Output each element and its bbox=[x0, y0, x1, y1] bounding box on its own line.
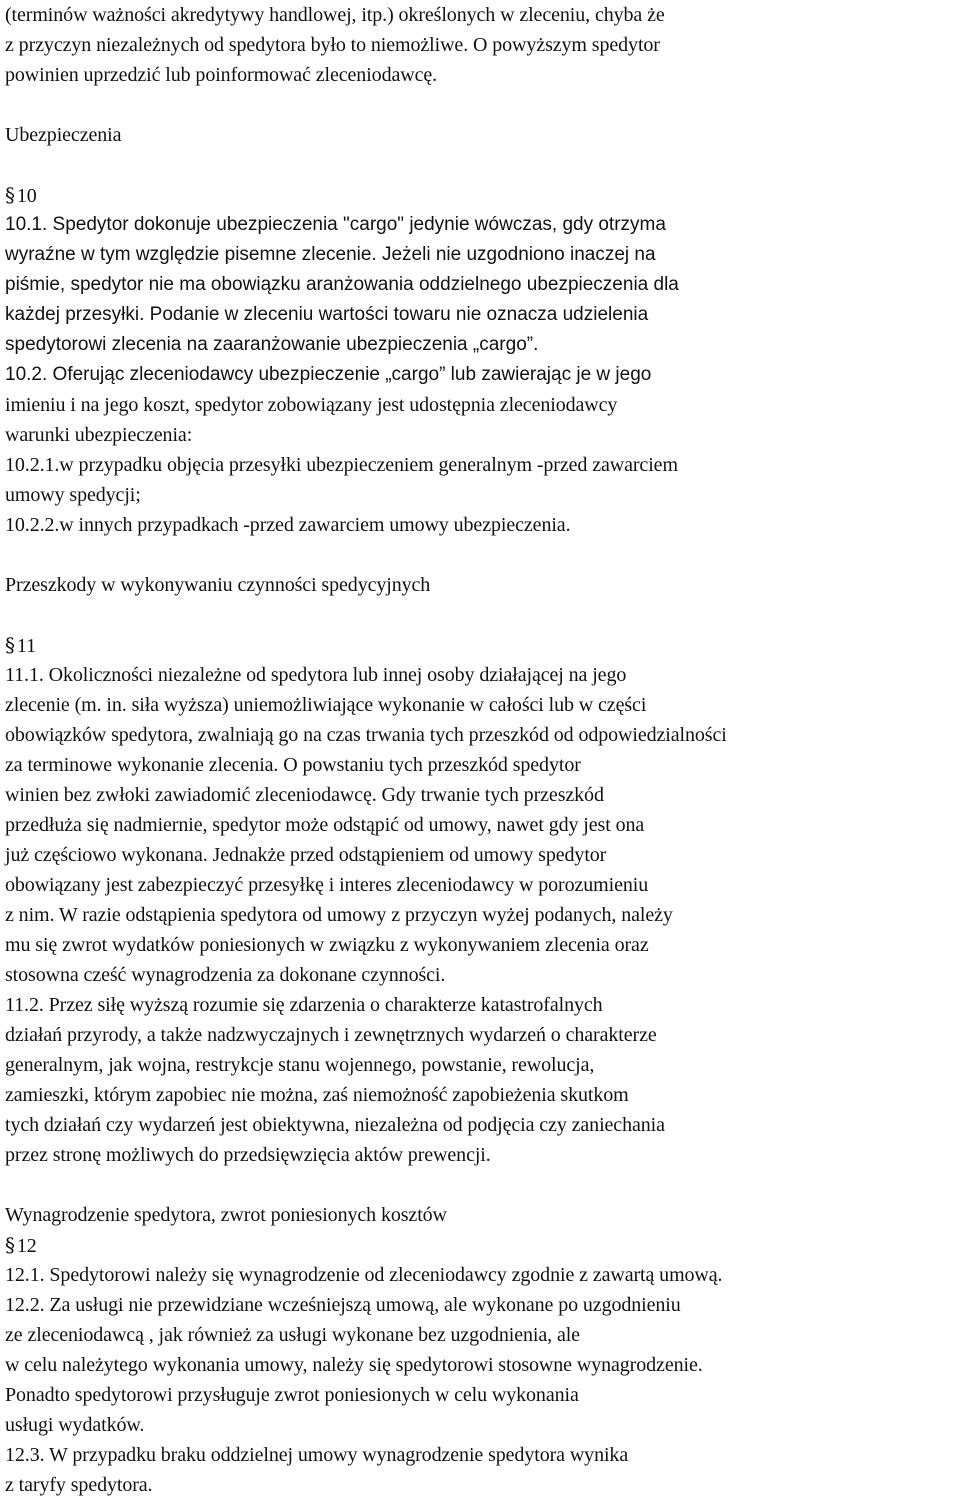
section-sign: § bbox=[5, 633, 15, 657]
text-line: stosowna cześć wynagrodzenia za dokonane czynności. bbox=[5, 964, 446, 986]
paragraph-gap bbox=[5, 90, 960, 120]
text-line: działań przyrody, a także nadzwyczajnych i zewnętrznych wydarzeń o charakterze bbox=[5, 1024, 657, 1046]
text-line: mu się zwrot wydatków poniesionych w związku z wykonywaniem zlecenia oraz bbox=[5, 934, 649, 956]
text-line: 12.1. Spedytorowi należy się wynagrodzenie od zleceniodawcy zgodnie z zawartą umową. bbox=[5, 1264, 723, 1286]
text-line: z taryfy spedytora. bbox=[5, 1474, 153, 1496]
text-line: przedłuża się nadmiernie, spedytor może odstąpić od umowy, nawet gdy jest ona bbox=[5, 814, 645, 836]
text-line: 12.2. Za usługi nie przewidziane wcześniejszą umową, ale wykonane po uzgodnieniu bbox=[5, 1294, 681, 1316]
text-line: generalnym, jak wojna, restrykcje stanu wojennego, powstanie, rewolucja, bbox=[5, 1054, 595, 1076]
text-line: 11.2. Przez siłę wyższą rozumie się zdarzenia o charakterze katastrofalnych bbox=[5, 994, 603, 1016]
text-line: ze zleceniodawcą , jak również za usługi wykonane bez uzgodnienia, ale bbox=[5, 1324, 580, 1346]
text-line: 10.2. Oferując zleceniodawcy ubezpieczenie „cargo” lub zawierając je w jego bbox=[5, 364, 652, 385]
text-line: wyraźne w tym względzie pisemne zlecenie. Jeżeli nie uzgodniono inaczej na bbox=[5, 244, 656, 265]
section-number-text: 12 bbox=[16, 1235, 37, 1257]
section-sign: § bbox=[5, 1233, 15, 1257]
text-line: usługi wydatków. bbox=[5, 1414, 145, 1436]
text-line: w celu należytego wykonania umowy, należy się spedytorowi stosowne wynagrodzenie. bbox=[5, 1354, 703, 1376]
text-line: każdej przesyłki. Podanie w zleceniu wartości towaru nie oznacza udzielenia bbox=[5, 304, 649, 325]
text-line: zlecenie (m. in. siła wyższa) uniemożliwiające wykonanie w całości lub w części bbox=[5, 694, 647, 716]
text-line: z nim. W razie odstąpienia spedytora od umowy z przyczyn wyżej podanych, należy bbox=[5, 904, 673, 926]
text-line: 10.2.2.w innych przypadkach -przed zawarciem umowy ubezpieczenia. bbox=[5, 514, 571, 536]
text-line: przez stronę możliwych do przedsięwzięcia aktów prewencji. bbox=[5, 1144, 491, 1166]
paragraph-gap bbox=[5, 1170, 960, 1200]
section-number bbox=[5, 1230, 960, 1260]
text-line: z przyczyn niezależnych od spedytora było to niemożliwe. O powyższym spedytor bbox=[5, 34, 660, 56]
text-line: Ponadto spedytorowi przysługuje zwrot poniesionych w celu wykonania bbox=[5, 1384, 579, 1406]
text-line: piśmie, spedytor nie ma obowiązku aranżowania oddzielnego ubezpieczenia dla bbox=[5, 274, 679, 295]
text-line: winien bez zwłoki zawiadomić zleceniodawcę. Gdy trwanie tych przeszkód bbox=[5, 784, 604, 806]
text-line: spedytorowi zlecenia na zaaranżowanie ubezpieczenia „cargo”. bbox=[5, 334, 539, 355]
text-line: za terminowe wykonanie zlecenia. O powstaniu tych przeszkód spedytor bbox=[5, 754, 581, 776]
text-line: obowiązany jest zabezpieczyć przesyłkę i interes zleceniodawcy w porozumieniu bbox=[5, 874, 649, 896]
paragraph-gap bbox=[5, 150, 960, 180]
text-line: zamieszki, którym zapobiec nie można, zaś niemożność zapobieżenia skutkom bbox=[5, 1084, 629, 1106]
text-line: 11.1. Okoliczności niezależne od spedytora lub innej osoby działającej na jego bbox=[5, 664, 627, 686]
text-line: imieniu i na jego koszt, spedytor zobowiązany jest udostępnia zleceniodawcy bbox=[5, 394, 618, 416]
text-line: obowiązków spedytora, zwalniają go na czas trwania tych przeszkód od odpowiedzialności bbox=[5, 724, 727, 746]
section-sign: § bbox=[5, 183, 15, 207]
paragraph-gap bbox=[5, 540, 960, 570]
section-heading: Ubezpieczenia bbox=[5, 124, 122, 146]
section-number-text: 10 bbox=[16, 185, 37, 207]
text-line: warunki ubezpieczenia: bbox=[5, 424, 193, 446]
section-number-text: 11 bbox=[16, 635, 36, 657]
section-number bbox=[5, 630, 960, 660]
text-line: (terminów ważności akredytywy handlowej, itp.) określonych w zleceniu, chyba że bbox=[5, 4, 665, 26]
section-number bbox=[5, 180, 960, 210]
text-line: 12.3. W przypadku braku oddzielnej umowy wynagrodzenie spedytora wynika bbox=[5, 1444, 629, 1466]
text-line: 10.2.1.w przypadku objęcia przesyłki ubezpieczeniem generalnym -przed zawarciem bbox=[5, 454, 678, 476]
text-line: powinien uprzedzić lub poinformować zleceniodawcę. bbox=[5, 64, 438, 86]
paragraph-gap bbox=[5, 600, 960, 630]
section-heading: Przeszkody w wykonywaniu czynności spedycyjnych bbox=[5, 574, 431, 596]
text-line: 10.1. Spedytor dokonuje ubezpieczenia "cargo" jedynie wówczas, gdy otrzyma bbox=[5, 214, 666, 235]
text-line: już częściowo wykonana. Jednakże przed odstąpieniem od umowy spedytor bbox=[5, 844, 607, 866]
text-line: tych działań czy wydarzeń jest obiektywna, niezależna od podjęcia czy zaniechania bbox=[5, 1114, 665, 1136]
section-heading: Wynagrodzenie spedytora, zwrot poniesionych kosztów bbox=[5, 1204, 447, 1226]
document-page bbox=[5, 0, 960, 1500]
text-line: umowy spedycji; bbox=[5, 484, 141, 506]
